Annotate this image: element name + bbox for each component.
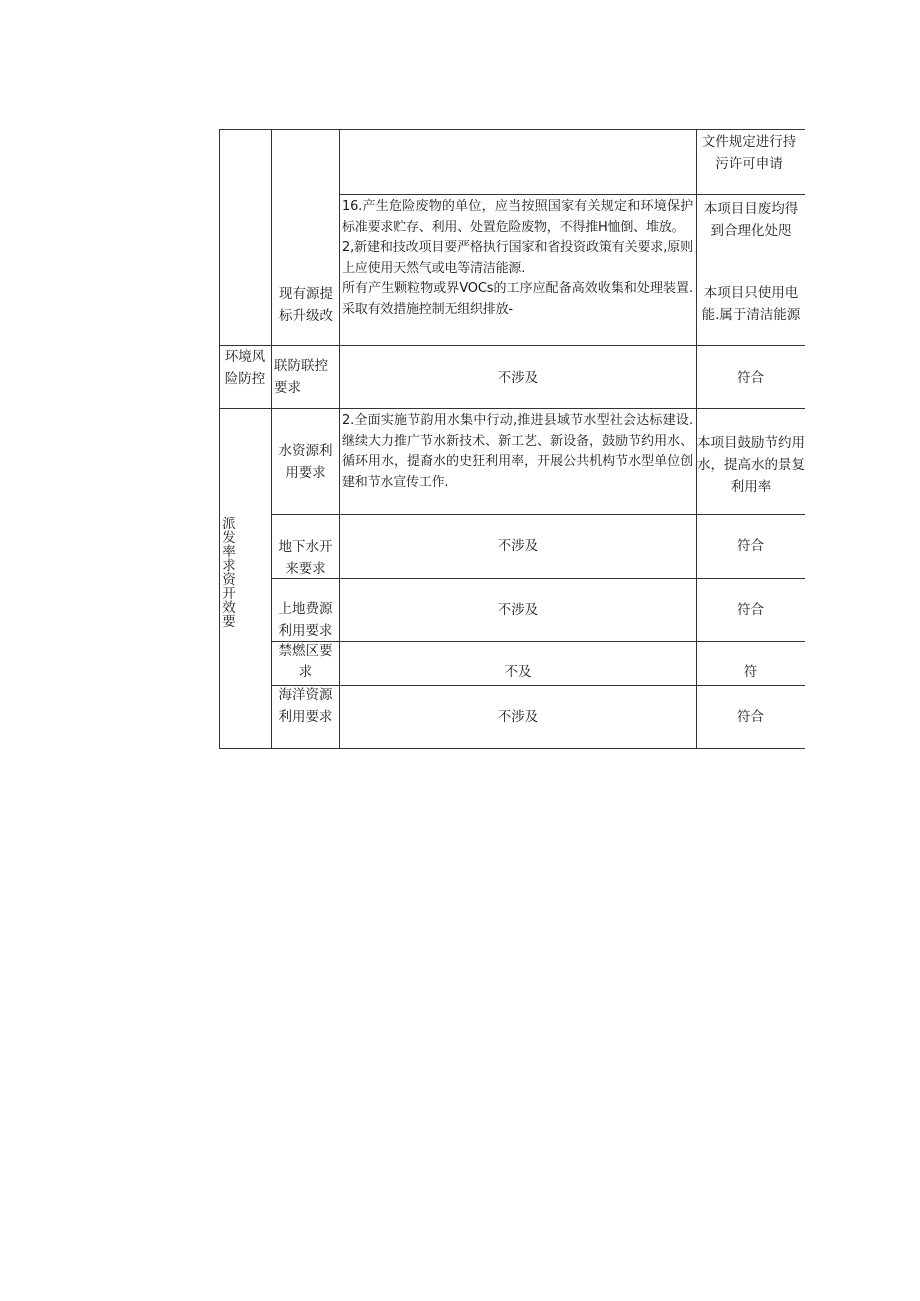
requirement-hazardous-waste: 16.产生危险废物的单位，应当按照国家有关规定和环境保护标准要求贮存、利用、处置危险废物，不得推H恤倒、堆放。: [342, 199, 693, 235]
marine-resource-category: 海洋资源利用要求: [278, 687, 333, 725]
water-resource-category: 水资源利用要求: [278, 443, 333, 481]
top-row-result: 文件规定进行持污许可申请: [701, 134, 797, 172]
env-risk-result: 符合: [737, 370, 764, 386]
env-risk-category: 联防联控要求: [274, 358, 328, 396]
groundwater-result: 符合: [737, 538, 764, 554]
land-resource-result: 符合: [737, 602, 764, 618]
marine-resource-requirement: 不涉及: [497, 709, 539, 725]
requirement-clean-energy: 2,新建和技改项目要严格执行国家和省投资政策有关要求,原则上应使用天然气或电等清洁能源.: [342, 240, 693, 276]
existing-source-result-energy: 本项目只使用电能.属于清洁能源: [701, 285, 801, 323]
no-burn-zone-category: 禁燃区要求: [278, 643, 333, 680]
water-resource-requirement: 2.全面实施节韵用水集中行动,推进县域节水型社会达标建设.继续大力推广节水新技术、新工艺、新设备，鼓励节约用水、循环用水，提裔水的史狂利用率，开展公共机构节水型单位创建和节水宣传工作.: [342, 413, 693, 490]
resource-section-label: 派发率求资开效要: [222, 517, 236, 630]
existing-source-result-waste: 本项目目废均得到合理化处咫: [703, 201, 799, 239]
marine-resource-result: 符合: [737, 709, 764, 725]
land-resource-category: 上地费源利用要求: [278, 601, 333, 639]
no-burn-zone-result: 符: [743, 664, 758, 680]
existing-source-category: 现有源提标升级改: [279, 286, 333, 324]
no-burn-zone-requirement: 不及: [504, 664, 532, 680]
env-risk-section: 环境风险防控: [224, 349, 266, 387]
requirement-vocs-collection: 所有产生颗粒物或界VOCs的工序应配备高效收集和处理装置.采取有效措施控制无组织排放-: [342, 281, 693, 317]
groundwater-category: 地下水开来要求: [278, 539, 333, 577]
land-resource-requirement: 不涉及: [497, 602, 539, 618]
existing-source-requirements: [340, 197, 695, 344]
env-risk-requirement: 不涉及: [497, 370, 539, 386]
water-resource-result: 本项目鼓励节约用水，提高水的景复利用率: [697, 435, 805, 495]
groundwater-requirement: 不涉及: [497, 538, 539, 554]
